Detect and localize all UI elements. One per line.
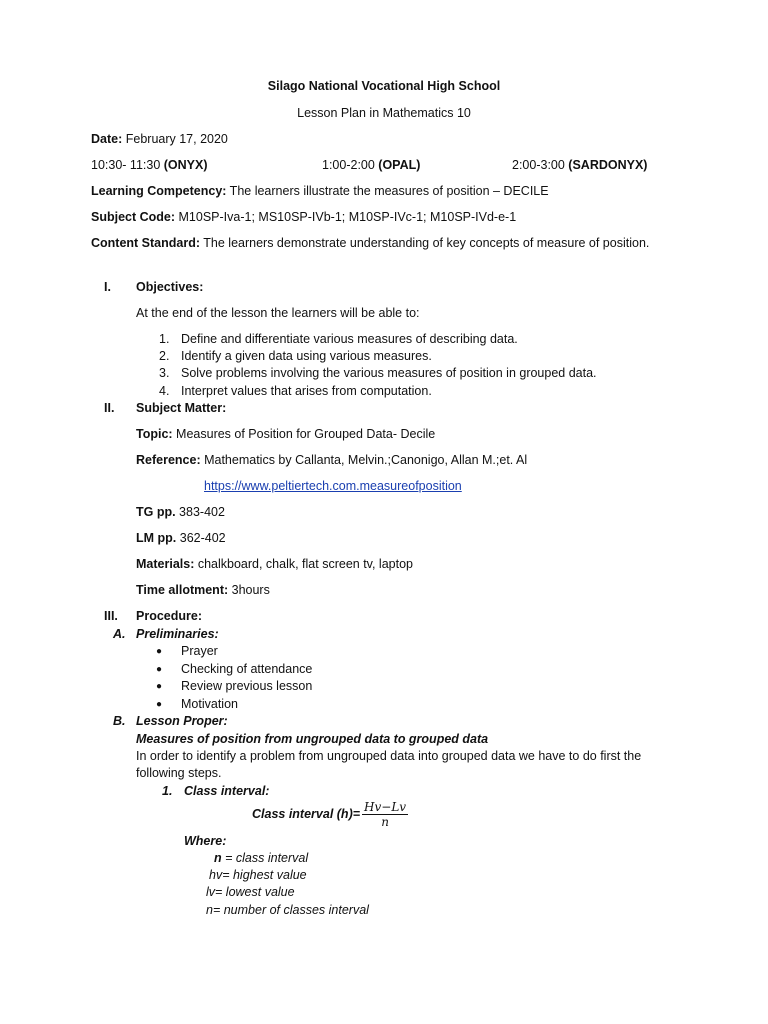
definition-line: hv= highest value [209, 868, 307, 882]
roman-numeral-i: I. [104, 280, 111, 294]
schedule-time: 2:00-3:00 [512, 158, 569, 172]
topic-label: Topic: [136, 427, 173, 441]
content-standard [91, 235, 651, 252]
objectives-intro: At the end of the lesson the learners will be able to: [136, 306, 420, 320]
definition-text: = class interval [221, 851, 309, 865]
materials-line [136, 556, 413, 573]
preliminary-item: Review previous lesson [181, 679, 313, 693]
school-name: Silago National Vocational High School [267, 79, 501, 93]
date-label: Date: [91, 132, 123, 146]
lesson-plan-title: Lesson Plan in Mathematics 10 [297, 106, 471, 120]
objective-number: 3. [159, 366, 170, 380]
objective-text: Define and differentiate various measures of describing data. [181, 332, 518, 346]
subject-code-value: M10SP-Iva-1; MS10SP-IVb-1; M10SP-IVc-1; M10SP-IVd-e-1 [175, 210, 517, 224]
content-standard-label: Content Standard: [91, 236, 201, 250]
tg-label: TG pp. [136, 505, 176, 519]
procedure-heading: Procedure: [136, 609, 202, 623]
subject-matter-heading: Subject Matter: [136, 401, 227, 415]
formula-numerator: Hv−Lv [364, 800, 407, 814]
objective-item [159, 365, 597, 382]
section-b-label: B. [113, 714, 126, 728]
preliminaries-heading: Preliminaries: [136, 627, 219, 641]
reference-line [136, 452, 527, 469]
definition-term: n [214, 851, 222, 865]
topic-line [136, 426, 435, 443]
learning-competency [91, 183, 549, 200]
bullet-icon: ● [156, 664, 163, 675]
objective-number: 1. [159, 332, 170, 346]
where-label: Where: [184, 834, 227, 848]
step-number: 1. [162, 784, 173, 798]
section-a-label: A. [113, 627, 126, 641]
topic-value: Measures of Position for Grouped Data- Decile [172, 427, 436, 441]
measures-heading: Measures of position from ungrouped data to grouped data [136, 732, 489, 746]
objective-item [159, 383, 432, 400]
class-interval-formula [252, 800, 408, 829]
schedule-sardonyx [512, 157, 647, 174]
definition-line: n= number of classes interval [206, 903, 369, 917]
objectives-heading: Objectives: [136, 280, 204, 294]
bullet-icon: ● [156, 681, 163, 692]
objective-text: Solve problems involving the various measures of position in grouped data. [181, 366, 597, 380]
preliminary-item: Motivation [181, 697, 238, 711]
lm-pages [136, 530, 226, 547]
objective-text: Interpret values that arises from computation. [181, 384, 432, 398]
definition-line: lv= lowest value [206, 885, 295, 899]
lm-value: 362-402 [176, 531, 226, 545]
time-value: 3hours [228, 583, 270, 597]
schedule-time: 10:30- 11:30 [91, 158, 164, 172]
materials-label: Materials: [136, 557, 195, 571]
formula-label: Class interval (h)= [252, 807, 361, 821]
tg-pages [136, 504, 225, 521]
subject-code-label: Subject Code: [91, 210, 176, 224]
bullet-icon: ● [156, 646, 163, 657]
lm-label: LM pp. [136, 531, 177, 545]
schedule-opal [322, 157, 420, 174]
content-standard-value: The learners demonstrate understanding of key concepts of measure of position. [200, 236, 650, 250]
roman-numeral-iii: III. [104, 609, 118, 623]
definition-line [214, 850, 308, 867]
schedule-onyx [91, 157, 208, 174]
class-interval-heading: Class interval: [184, 784, 270, 798]
lesson-intro: In order to identify a problem from ungrouped data into grouped data we have to do first the following steps. [136, 749, 642, 780]
competency-label: Learning Competency: [91, 184, 227, 198]
objective-number: 2. [159, 349, 170, 363]
competency-value: The learners illustrate the measures of position – DECILE [226, 184, 549, 198]
reference-value: Mathematics by Callanta, Melvin.;Canonigo, Allan M.;et. Al [200, 453, 528, 467]
lesson-proper-heading: Lesson Proper: [136, 714, 228, 728]
time-label: Time allotment: [136, 583, 229, 597]
schedule-section: (SARDONYX) [568, 158, 648, 172]
objective-item [159, 331, 518, 348]
tg-value: 383-402 [175, 505, 225, 519]
schedule-section: (ONYX) [163, 158, 208, 172]
reference-link[interactable]: https://www.peltiertech.com.measureofposition [204, 479, 462, 493]
time-allotment [136, 582, 270, 599]
date-value: February 17, 2020 [122, 132, 228, 146]
subject-code [91, 209, 516, 226]
bullet-icon: ● [156, 699, 163, 710]
objective-text: Identify a given data using various measures. [181, 349, 432, 363]
schedule-section: (OPAL) [378, 158, 421, 172]
materials-value: chalkboard, chalk, flat screen tv, laptop [194, 557, 413, 571]
formula-denominator: n [381, 815, 389, 829]
objective-number: 4. [159, 384, 170, 398]
preliminary-item: Checking of attendance [181, 662, 313, 676]
schedule-time: 1:00-2:00 [322, 158, 379, 172]
roman-numeral-ii: II. [104, 401, 115, 415]
formula-fraction [362, 800, 408, 829]
preliminary-item: Prayer [181, 644, 218, 658]
objective-item [159, 348, 432, 365]
reference-label: Reference: [136, 453, 201, 467]
date-line [91, 131, 228, 148]
